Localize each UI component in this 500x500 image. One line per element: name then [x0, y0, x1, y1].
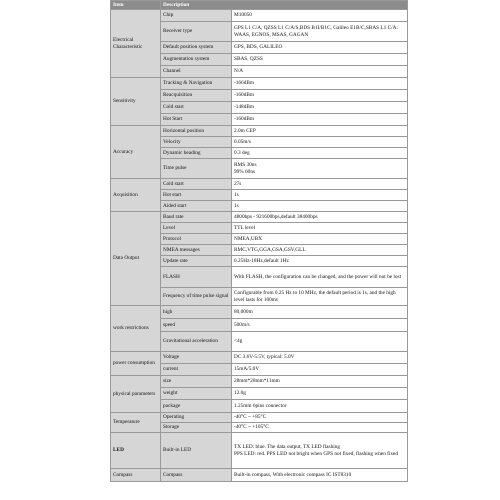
- section-item-label: power consumption: [111, 352, 161, 376]
- parameter-value: 0.3 deg: [232, 148, 408, 159]
- parameter-name: Aided start: [161, 201, 232, 212]
- parameter-name: Protocol: [161, 234, 232, 245]
- parameter-value: 1s: [232, 201, 408, 212]
- parameter-value: RMS 30ns 99% 60ns: [232, 159, 408, 179]
- parameter-value: M10050: [232, 10, 408, 22]
- parameter-value: -160dBm: [232, 90, 408, 102]
- parameter-name: Reacquisition: [161, 90, 232, 102]
- parameter-name: Frequency of time pulse signal: [161, 288, 232, 306]
- parameter-value: 27s: [232, 179, 408, 190]
- parameter-value: 4800bps - 921600bps,default 38400bps: [232, 212, 408, 223]
- parameter-name: weight: [161, 388, 232, 400]
- parameter-name: Cold start: [161, 102, 232, 114]
- table-row: [111, 78, 408, 90]
- parameter-name: Horizontal position: [161, 126, 232, 137]
- parameter-value: 28mm*28mm*11mm: [232, 376, 408, 388]
- parameter-value: 12.0g: [232, 388, 408, 400]
- section-item-label: Data Output: [111, 212, 161, 306]
- parameter-name: Compass: [161, 469, 232, 482]
- parameter-value: -160dBm: [232, 114, 408, 126]
- parameter-value: GPS L1 C/A, QZSS L1 C/A/S,BDS B1I/B1C, Galileo E1B/C,SBAS L1 C/A: WAAS, EGNOS, MSAS, GAGAN: [232, 22, 408, 42]
- spec-table: [110, 0, 408, 482]
- parameter-name: Augmentation system: [161, 54, 232, 66]
- parameter-value: Built-in compass, With electronic compass IC IST8310: [232, 469, 408, 482]
- parameter-name: Built-in LED: [161, 433, 232, 469]
- parameter-value: 0.05m/s: [232, 137, 408, 148]
- table-row: [111, 376, 408, 388]
- parameter-value: N/A: [232, 66, 408, 78]
- parameter-value: TX LED: blue. The data output, TX LED flashing PPS LED: red. PPS LED not bright when GPS not fixed, flashing when fixed: [232, 433, 408, 469]
- parameter-name: Hot start: [161, 190, 232, 201]
- parameter-name: Update rate: [161, 256, 232, 267]
- parameter-value: NMEA,UBX: [232, 234, 408, 245]
- parameter-value: 80,000m: [232, 306, 408, 319]
- parameter-value: 0.25Hz-18Hz,default 1Hz: [232, 256, 408, 267]
- table-row: [111, 413, 408, 423]
- parameter-value: SBAS, QZSS: [232, 54, 408, 66]
- parameter-name: Velocity: [161, 137, 232, 148]
- parameter-value: 2.0m CEP: [232, 126, 408, 137]
- parameter-name: Receiver type: [161, 22, 232, 42]
- spec-table-body: [111, 10, 408, 482]
- parameter-name: Voltage: [161, 352, 232, 364]
- section-item-label: physical parameters: [111, 376, 161, 413]
- section-item-label: Electrical Characteristic: [111, 10, 161, 78]
- parameter-value: DC 3.6V-5.5V, typical: 5.0V: [232, 352, 408, 364]
- parameter-name: high: [161, 306, 232, 319]
- table-row: [111, 352, 408, 364]
- parameter-name: Tracking & Navigation: [161, 78, 232, 90]
- parameter-value: <4g: [232, 332, 408, 352]
- parameter-name: Hot Start: [161, 114, 232, 126]
- section-item-label: Sensitivity: [111, 78, 161, 126]
- parameter-name: speed: [161, 319, 232, 332]
- parameter-name: Channel: [161, 66, 232, 78]
- parameter-name: Default position system: [161, 42, 232, 54]
- parameter-value: -148dBm: [232, 102, 408, 114]
- parameter-name: Storage: [161, 423, 232, 433]
- table-row: [111, 306, 408, 319]
- parameter-value: -40°C ~ +105°C: [232, 423, 408, 433]
- header-description: Description: [161, 1, 408, 10]
- parameter-name: size: [161, 376, 232, 388]
- parameter-value: GPS, BDS, GALILEO: [232, 42, 408, 54]
- section-item-label: Compass: [111, 469, 161, 482]
- parameter-value: 15mA/5.0V: [232, 364, 408, 376]
- parameter-name: Time pulse: [161, 159, 232, 179]
- parameter-name: FLASH: [161, 267, 232, 288]
- parameter-name: Level: [161, 223, 232, 234]
- parameter-value: 1.25mm 6pins connector: [232, 400, 408, 413]
- section-item-label: Accuracy: [111, 126, 161, 179]
- parameter-name: Cold start: [161, 179, 232, 190]
- table-row: [111, 10, 408, 22]
- parameter-name: Dynamic heading: [161, 148, 232, 159]
- parameter-value: With FLASH, the configuration can be changed, and the power will not be lost: [232, 267, 408, 288]
- parameter-name: current: [161, 364, 232, 376]
- parameter-value: -40°C ~ +85°C: [232, 413, 408, 423]
- parameter-name: Operating: [161, 413, 232, 423]
- table-row: [111, 179, 408, 190]
- parameter-value: RMC,VTG,GGA,GSA,GSV,GLL: [232, 245, 408, 256]
- parameter-name: package: [161, 400, 232, 413]
- parameter-name: Chip: [161, 10, 232, 22]
- parameter-value: -166dBm: [232, 78, 408, 90]
- parameter-name: Baud rate: [161, 212, 232, 223]
- parameter-name: Gravitational acceleration: [161, 332, 232, 352]
- parameter-value: 500m/s: [232, 319, 408, 332]
- table-row: [111, 433, 408, 469]
- section-item-label: Acquisition: [111, 179, 161, 212]
- table-header-row: [111, 1, 408, 10]
- parameter-name: NMEA messages: [161, 245, 232, 256]
- table-row: [111, 126, 408, 137]
- section-item-label: Temperature: [111, 413, 161, 433]
- table-row: [111, 212, 408, 223]
- section-item-label: work restrictions: [111, 306, 161, 352]
- section-item-label: LED: [111, 433, 161, 469]
- parameter-value: 1s: [232, 190, 408, 201]
- table-row: [111, 469, 408, 482]
- parameter-value: TTL level: [232, 223, 408, 234]
- header-item: Item: [111, 1, 161, 10]
- parameter-value: Configurable from 0.25 Hz to 10 MHz, the default period is 1s, and the high level lasts for 100ms: [232, 288, 408, 306]
